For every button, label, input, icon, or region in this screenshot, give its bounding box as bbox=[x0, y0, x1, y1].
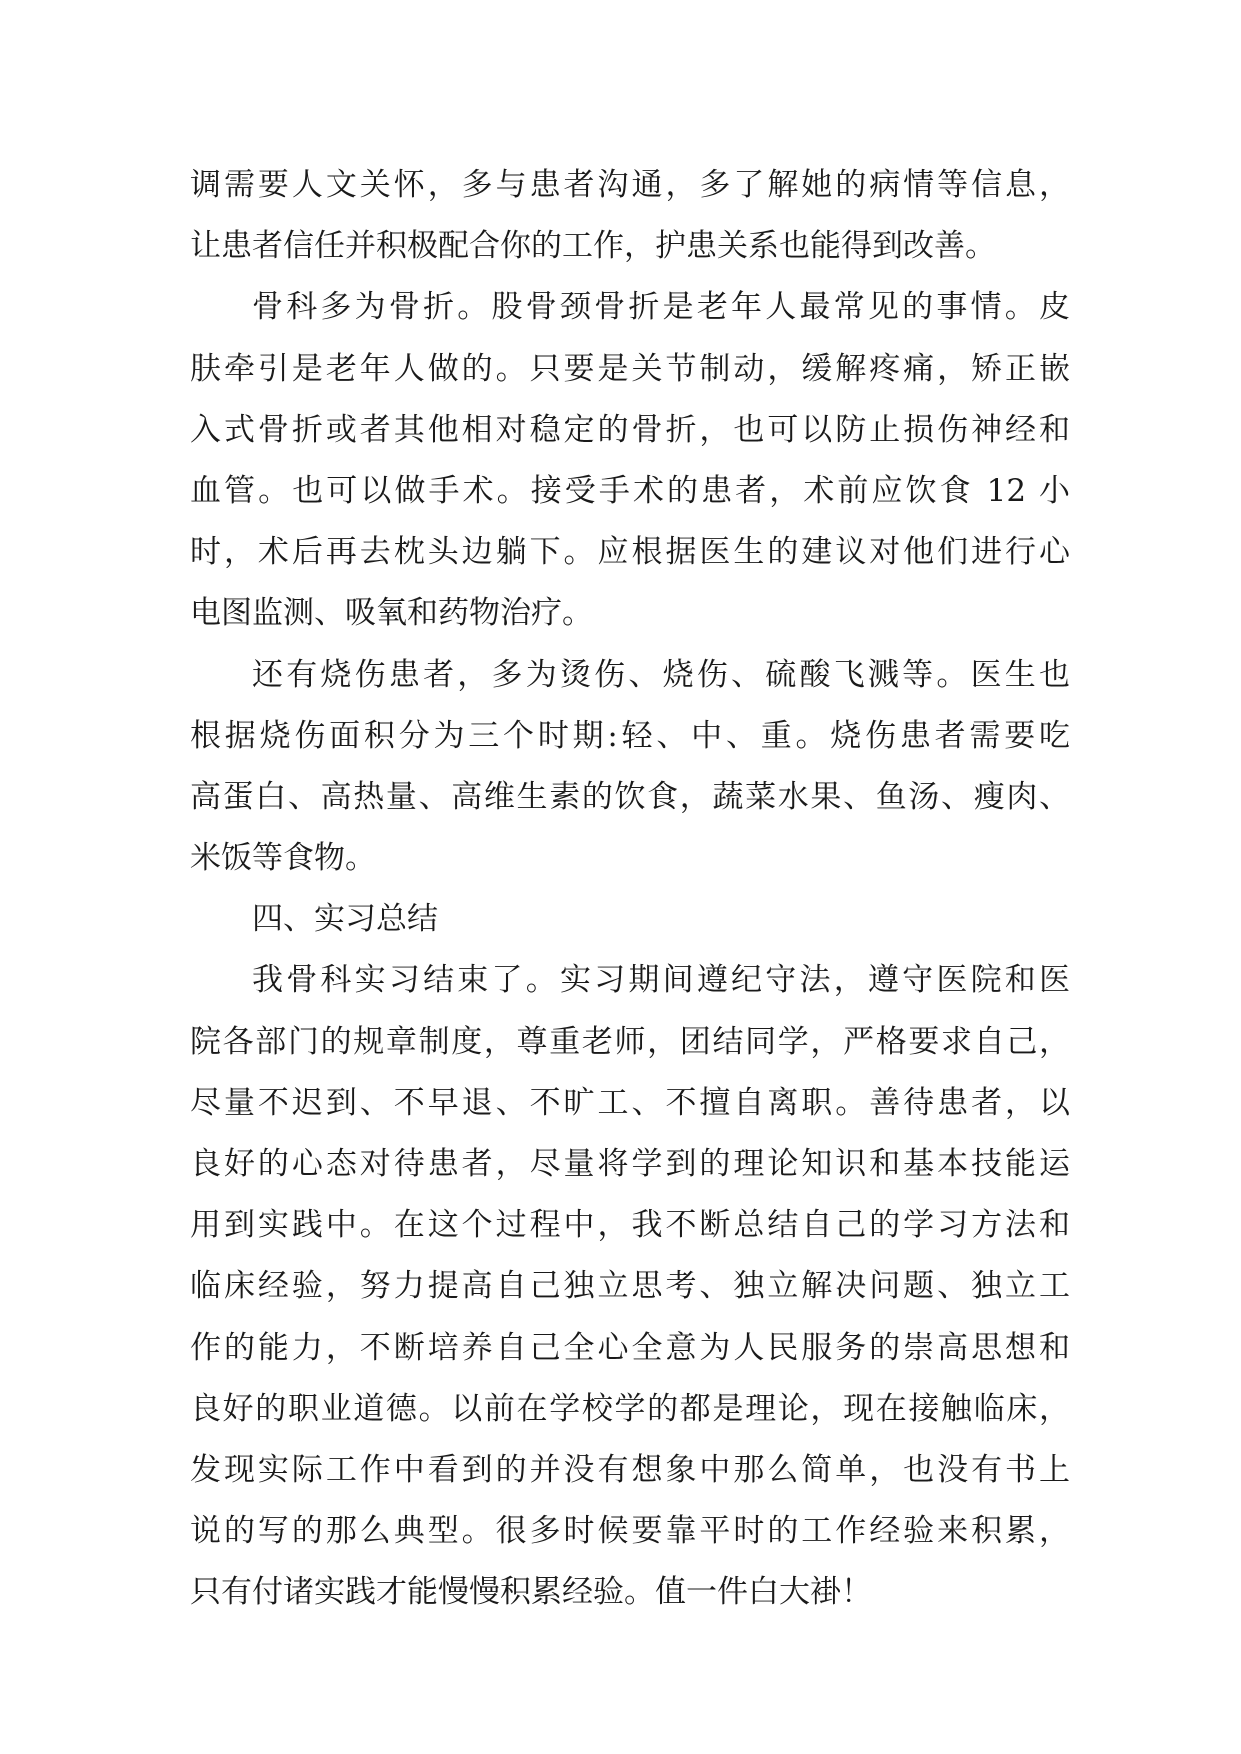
text-line: 院各部门的规章制度，尊重老师，团结同学，严格要求自己， bbox=[190, 1023, 1070, 1060]
text-line: 高蛋白、高热量、高维生素的饮食，蔬菜水果、鱼汤、瘦肉、 bbox=[190, 778, 1070, 815]
text-line: 作的能力，不断培养自己全心全意为人民服务的崇高思想和 bbox=[190, 1329, 1070, 1366]
paragraph-start-line: 我骨科实习结束了。实习期间遵纪守法，遵守医院和医 bbox=[252, 962, 1070, 999]
text-line: 用到实践中。在这个过程中，我不断总结自己的学习方法和 bbox=[190, 1207, 1070, 1244]
text-line: 电图监测、吸氧和药物治疗。 bbox=[190, 595, 593, 632]
text-line: 尽量不迟到、不早退、不旷工、不擅自离职。善待患者，以 bbox=[190, 1084, 1070, 1121]
text-line: 良好的职业道德。以前在学校学的都是理论，现在接触临床， bbox=[190, 1390, 1070, 1427]
text-line: 临床经验，努力提高自己独立思考、独立解决问题、独立工 bbox=[190, 1268, 1070, 1305]
paragraph-start-line: 还有烧伤患者，多为烫伤、烧伤、硫酸飞溅等。医生也 bbox=[252, 656, 1070, 693]
body-text bbox=[190, 155, 1070, 1624]
text-line: 让患者信任并积极配合你的工作，护患关系也能得到改善。 bbox=[190, 228, 996, 265]
section-heading: 四、实习总结 bbox=[252, 901, 438, 938]
text-line: 发现实际工作中看到的并没有想象中那么简单，也没有书上 bbox=[190, 1451, 1070, 1488]
text-line: 血管。也可以做手术。接受手术的患者，术前应饮食 12 小 bbox=[190, 472, 1070, 509]
text-line: 米饭等食物。 bbox=[190, 840, 376, 877]
text-line: 根据烧伤面积分为三个时期:轻、中、重。烧伤患者需要吃 bbox=[190, 717, 1070, 754]
text-line: 调需要人文关怀，多与患者沟通，多了解她的病情等信息， bbox=[190, 167, 1070, 203]
text-line: 说的写的那么典型。很多时候要靠平时的工作经验来积累， bbox=[190, 1513, 1070, 1550]
text-line: 只有付诸实践才能慢慢积累经验。值一件白大褂！ bbox=[190, 1574, 872, 1611]
paragraph-start-line: 骨科多为骨折。股骨颈骨折是老年人最常见的事情。皮 bbox=[252, 289, 1070, 326]
text-line: 肤牵引是老年人做的。只要是关节制动，缓解疼痛，矫正嵌 bbox=[190, 350, 1070, 387]
text-line: 良好的心态对待患者，尽量将学到的理论知识和基本技能运 bbox=[190, 1146, 1070, 1182]
text-line: 时，术后再去枕头边躺下。应根据医生的建议对他们进行心 bbox=[190, 534, 1070, 571]
text-line: 入式骨折或者其他相对稳定的骨折，也可以防止损伤神经和 bbox=[190, 411, 1070, 448]
